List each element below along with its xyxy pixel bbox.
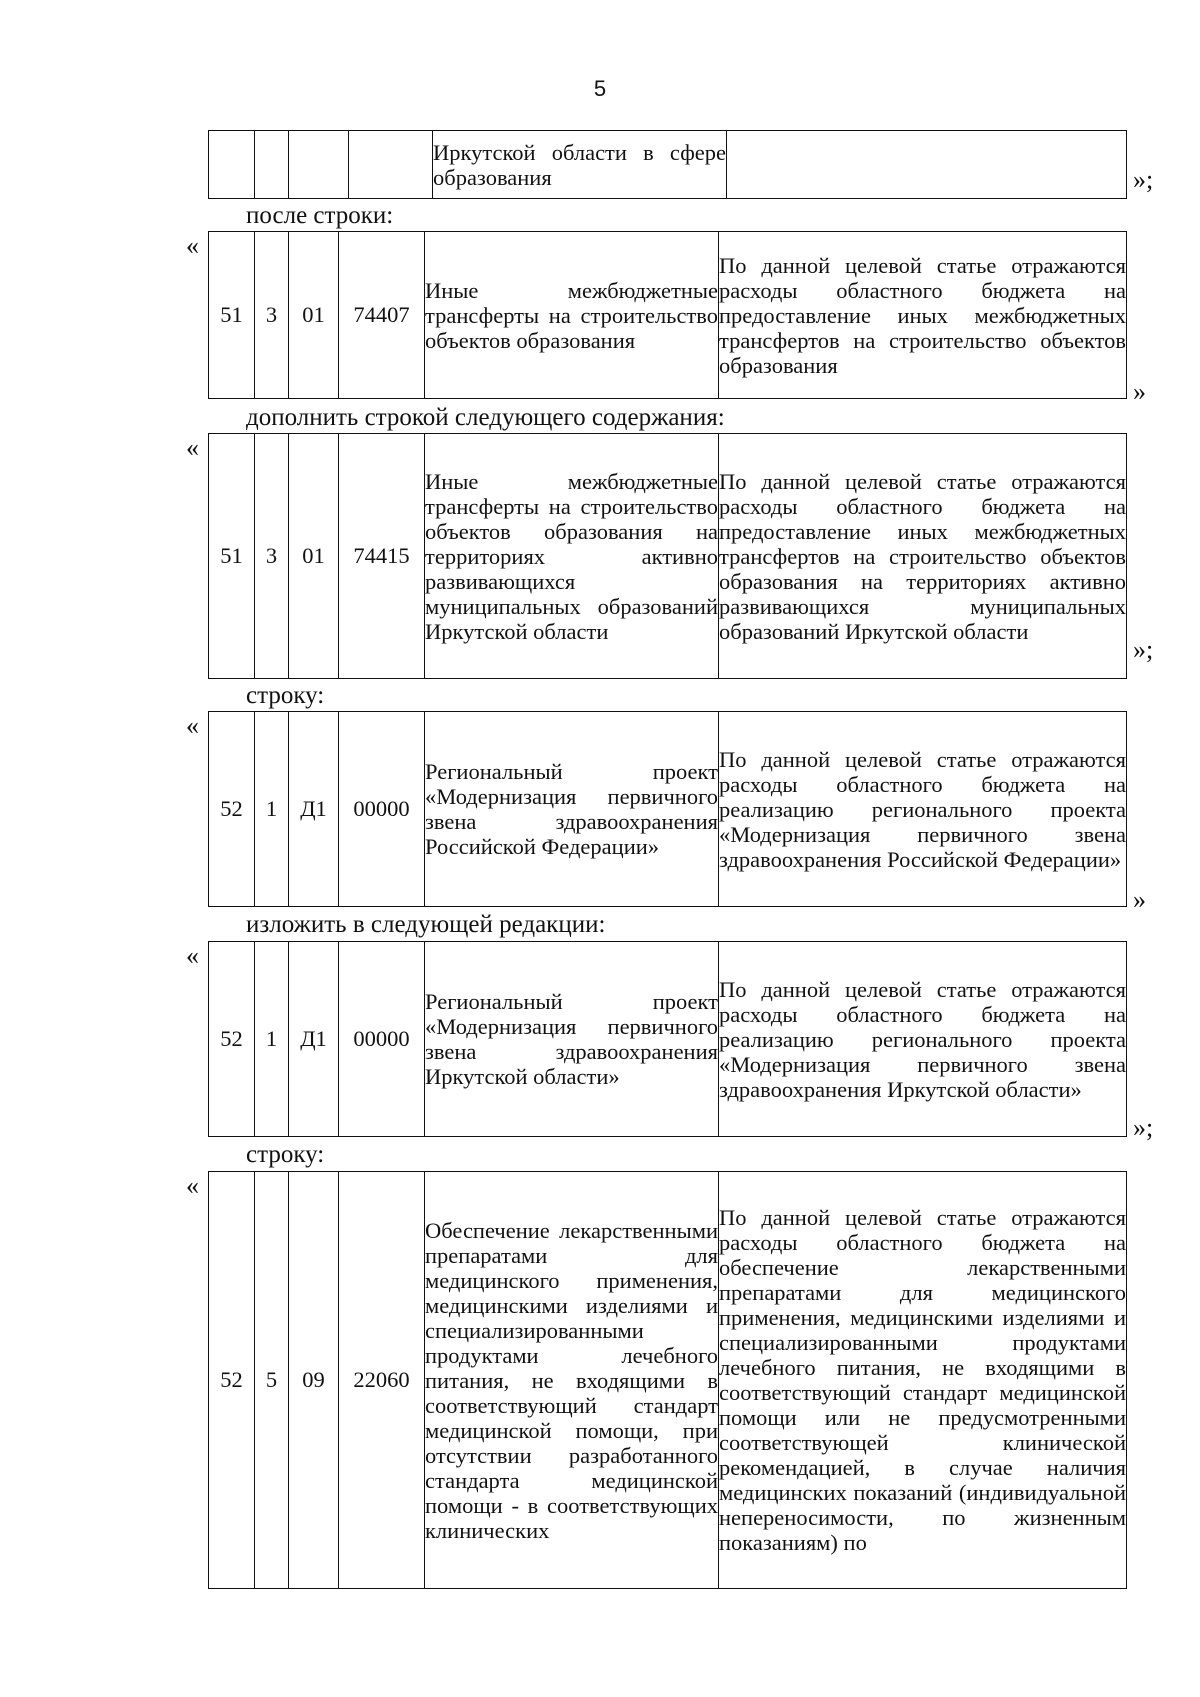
closing-quote: »; [1133,1113,1154,1142]
table-cell-code: 00000 [339,712,425,907]
table-cell-name: Региональный проект «Модернизация первичного звена здравоохранения Иркутской области» [425,942,719,1137]
table-cell-subsection: 3 [255,232,289,399]
table-cell-desc: По данной целевой статье отражаются расходы областного бюджета на реализацию регионального проекта «Модернизация первичного звена здравоохранения Российской Федерации» [719,712,1127,907]
closing-quote: »; [1133,635,1154,664]
table-cell-section: 52 [209,1172,255,1589]
table-cell-section: 52 [209,942,255,1137]
closing-quote: » [1133,885,1146,914]
table-cell [255,131,289,199]
instruction-text: строку: [246,1141,325,1168]
table-cell-desc: По данной целевой статье отражаются расходы областного бюджета на предоставление иных межбюджетных трансфертов на строительство объектов образования на территориях активно развивающихся муниципальных образований Иркутской области [719,434,1127,679]
table-cell-code: 00000 [339,942,425,1137]
opening-quote: « [186,1171,199,1200]
table-cell-name: Обеспечение лекарственными препаратами для медицинского применения, медицинскими изделиями и специализированными продуктами лечебного питания, не входящими в соответствующий стандарт медицинской помощи, при отсутствии разработанного стандарта медицинской помощи - в соответствующих клинических [425,1172,719,1589]
table-cell-name: Иные межбюджетные трансферты на строительство объектов образования на территориях активно развивающихся муниципальных образований Иркутской области [425,434,719,679]
table-cell-group: 01 [289,434,339,679]
table-cell-code: 74415 [339,434,425,679]
table-cell-group: 01 [289,232,339,399]
table-cell-name: Иркутской области в сфере образования [433,131,727,199]
closing-quote: »; [1133,165,1154,194]
table-fragment-top [208,130,1127,199]
table-block-1 [208,231,1127,399]
table-cell-section: 51 [209,232,255,399]
table-cell-group: Д1 [289,942,339,1137]
table-cell-subsection: 1 [255,942,289,1137]
closing-quote: » [1133,377,1146,406]
table-cell-name: Региональный проект «Модернизация первичного звена здравоохранения Российской Федерации» [425,712,719,907]
table-cell [289,131,349,199]
instruction-text: строку: [246,682,325,709]
table-cell-section: 51 [209,434,255,679]
table-cell-group: 09 [289,1172,339,1589]
table-cell-code: 74407 [339,232,425,399]
table-block-4 [208,941,1127,1137]
table-cell [349,131,433,199]
table-cell-subsection: 1 [255,712,289,907]
table-cell-group: Д1 [289,712,339,907]
table-block-3 [208,711,1127,907]
instruction-text: изложить в следующей редакции: [246,911,606,938]
table-block-2 [208,433,1127,679]
page-number: 5 [593,76,607,101]
table-cell-desc: По данной целевой статье отражаются расходы областного бюджета на предоставление иных межбюджетных трансфертов на строительство объектов образования [719,232,1127,399]
table-cell-code: 22060 [339,1172,425,1589]
table-cell [209,131,255,199]
table-cell-desc [727,131,1127,199]
instruction-text: дополнить строкой следующего содержания: [246,404,725,431]
instruction-text: после строки: [246,202,394,229]
opening-quote: « [186,433,199,462]
table-cell-subsection: 5 [255,1172,289,1589]
table-cell-desc: По данной целевой статье отражаются расходы областного бюджета на реализацию регионального проекта «Модернизация первичного звена здравоохранения Иркутской области» [719,942,1127,1137]
table-cell-subsection: 3 [255,434,289,679]
opening-quote: « [186,231,199,260]
table-cell-desc: По данной целевой статье отражаются расходы областного бюджета на обеспечение лекарственными препаратами для медицинского применения, медицинскими изделиями и специализированными продуктами лечебного питания, не входящими в соответствующий стандарт медицинской помощи или не предусмотренными соответствующей клинической рекомендацией, в случае наличия медицинских показаний (индивидуальной непереносимости, по жизненным показаниям) по [719,1172,1127,1589]
opening-quote: « [186,711,199,740]
table-block-5 [208,1171,1127,1589]
table-cell-section: 52 [209,712,255,907]
table-cell-name: Иные межбюджетные трансферты на строительство объектов образования [425,232,719,399]
opening-quote: « [186,941,199,970]
